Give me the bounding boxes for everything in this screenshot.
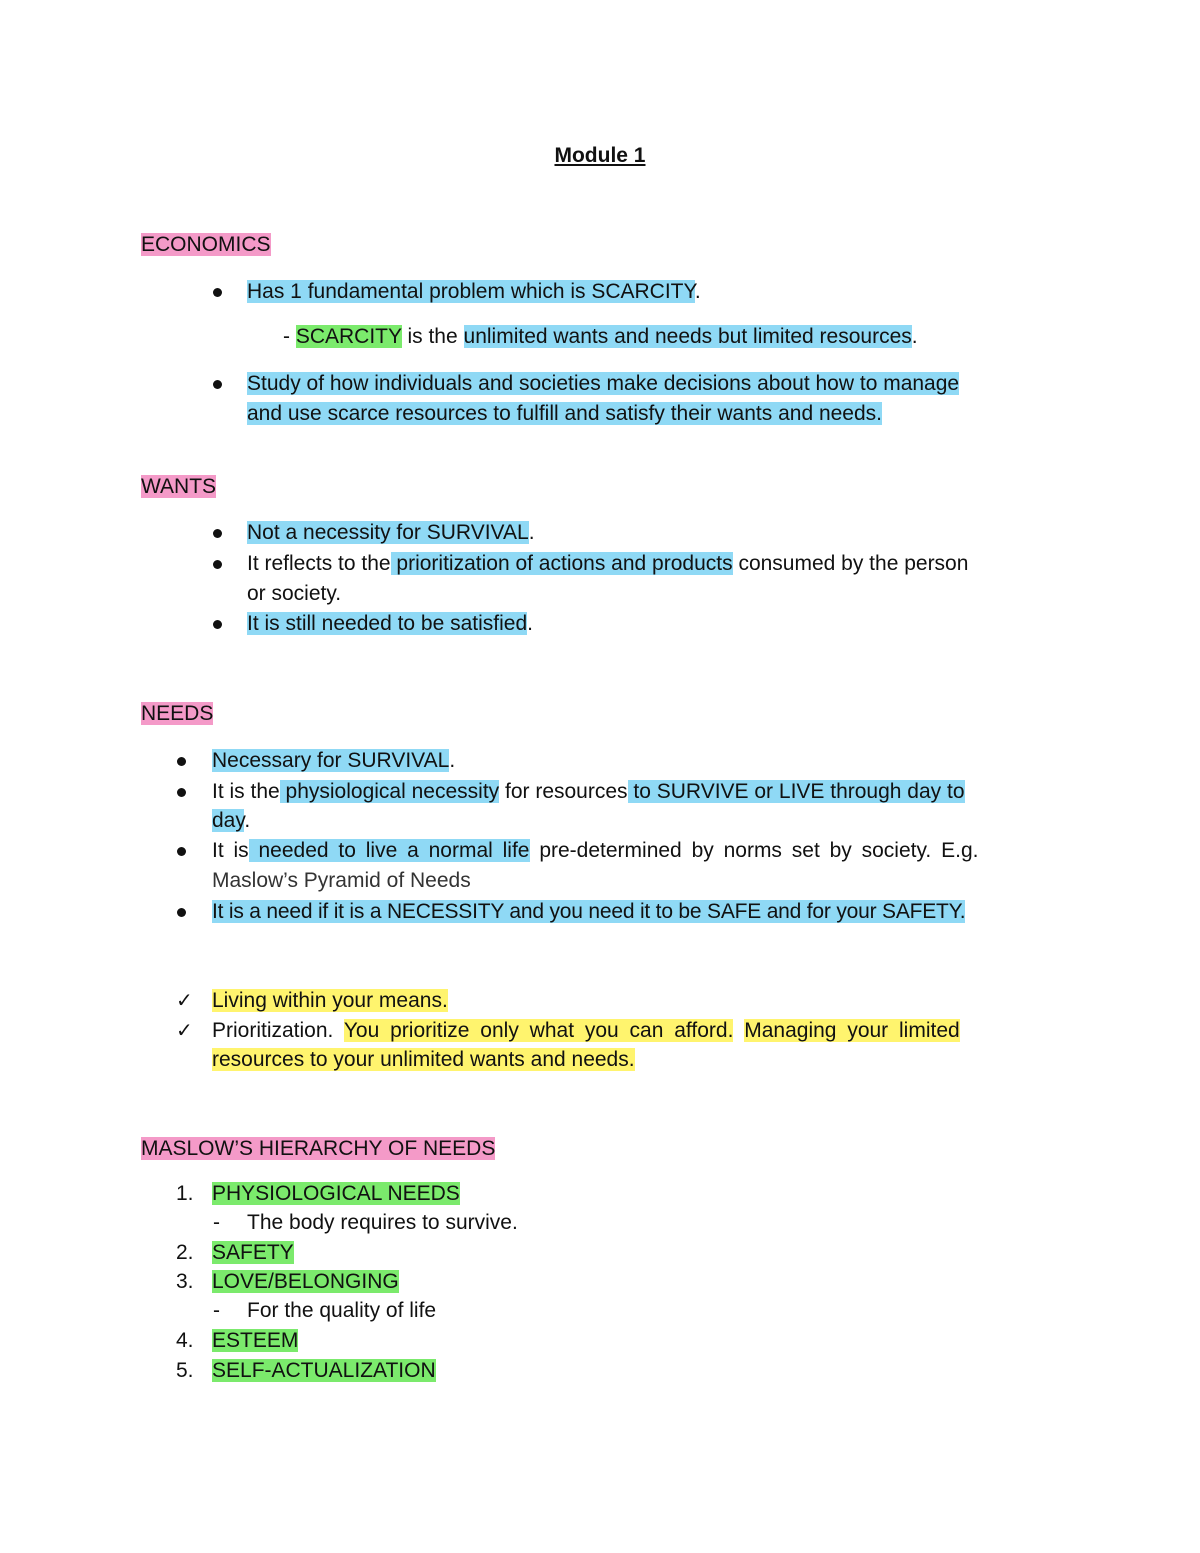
needs-bullet-4: It is a need if it is a NECESSITY and you need it to be SAFE and for your SAFETY. — [212, 900, 966, 923]
check-item-2-line-2: resources to your unlimited wants and needs. — [212, 1048, 635, 1071]
list-number: 1. — [176, 1182, 194, 1205]
list-number: 5. — [176, 1359, 194, 1382]
maslow-item-physiological-note: The body requires to survive. — [247, 1211, 518, 1234]
needs-bullet-2-line-1: It is the physiological necessity for resources to SURVIVE or LIVE through day to — [212, 780, 965, 803]
page-title: Module 1 — [554, 144, 646, 167]
checkmark-icon: ✓ — [176, 1018, 193, 1042]
bullet-dot — [213, 620, 222, 629]
wants-bullet-1: Not a necessity for SURVIVAL. — [247, 521, 535, 544]
needs-bullet-2-line-2: day. — [212, 809, 251, 832]
section-heading-economics: ECONOMICS — [141, 233, 271, 256]
list-number: 3. — [176, 1270, 194, 1293]
needs-bullet-3-line-1: It is needed to live a normal life pre-determined by norms set by society. E.g. — [212, 839, 979, 862]
wants-bullet-2-line-1: It reflects to the prioritization of actions and products consumed by the person — [247, 552, 969, 575]
needs-bullet-1: Necessary for SURVIVAL. — [212, 749, 456, 772]
needs-bullet-3-line-2: Maslow’s Pyramid of Needs — [212, 869, 471, 892]
bullet-dot — [177, 757, 186, 766]
check-item-2-line-1: Prioritization. You prioritize only what you can afford. Managing your limited — [212, 1019, 960, 1042]
bullet-dot — [213, 288, 222, 297]
wants-bullet-2-line-2: or society. — [247, 582, 342, 605]
maslow-item-self-actualization: SELF-ACTUALIZATION — [212, 1359, 436, 1382]
bullet-dot — [213, 529, 222, 538]
list-number: 2. — [176, 1241, 194, 1264]
maslow-item-physiological: PHYSIOLOGICAL NEEDS — [212, 1182, 460, 1205]
economics-bullet-2-line-1: Study of how individuals and societies make decisions about how to manage — [247, 372, 960, 395]
bullet-dot — [177, 908, 186, 917]
economics-bullet-1: Has 1 fundamental problem which is SCARCITY. — [247, 280, 701, 303]
maslow-item-love-belonging: LOVE/BELONGING — [212, 1270, 399, 1293]
bullet-dot — [177, 788, 186, 797]
maslow-item-esteem: ESTEEM — [212, 1329, 299, 1352]
scarcity-definition: - SCARCITY is the unlimited wants and needs but limited resources. — [283, 325, 918, 348]
maslow-item-safety: SAFETY — [212, 1241, 294, 1264]
section-heading-maslow: MASLOW’S HIERARCHY OF NEEDS — [141, 1137, 496, 1160]
wants-bullet-3: It is still needed to be satisfied. — [247, 612, 534, 635]
bullet-dot — [213, 380, 222, 389]
list-number: 4. — [176, 1329, 194, 1352]
maslow-item-love-belonging-note: For the quality of life — [247, 1299, 437, 1322]
bullet-dot — [177, 847, 186, 856]
checkmark-icon: ✓ — [176, 988, 193, 1012]
section-heading-needs: NEEDS — [141, 702, 214, 725]
economics-bullet-2-line-2: and use scarce resources to fulfill and satisfy their wants and needs. — [247, 402, 883, 425]
check-item-1: Living within your means. — [212, 989, 448, 1012]
section-heading-wants: WANTS — [141, 475, 217, 498]
bullet-dot — [213, 560, 222, 569]
sub-dash: - — [213, 1299, 220, 1322]
sub-dash: - — [213, 1211, 220, 1234]
